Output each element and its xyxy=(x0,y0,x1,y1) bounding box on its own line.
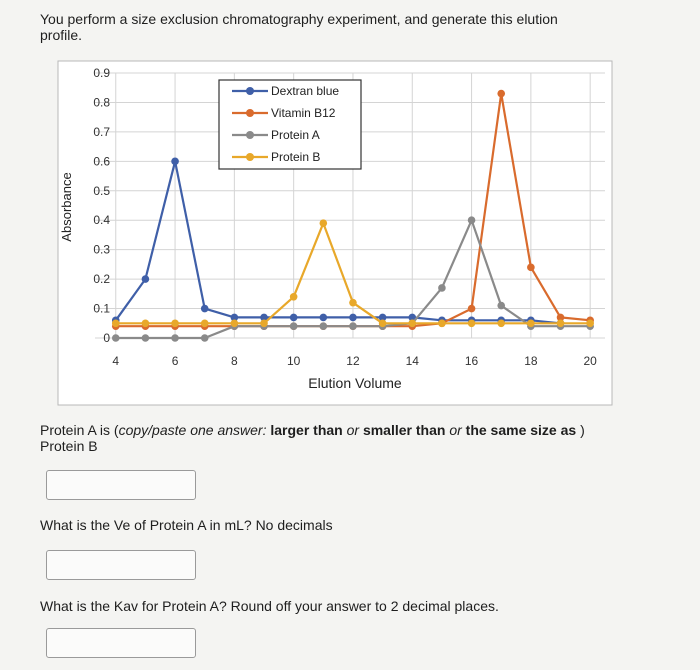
y-tick-label: 0.3 xyxy=(93,242,110,257)
x-tick-label: 6 xyxy=(171,354,179,368)
data-point xyxy=(142,319,150,327)
data-point xyxy=(201,334,209,342)
data-point xyxy=(527,264,535,272)
size-instructions: copy/paste one answer: xyxy=(118,422,267,438)
data-point xyxy=(320,314,328,322)
legend xyxy=(219,80,361,169)
legend-marker xyxy=(246,87,254,95)
data-point xyxy=(438,319,446,327)
size-answer-input[interactable] xyxy=(46,470,196,500)
y-tick-label: 0.5 xyxy=(93,183,110,198)
data-point xyxy=(468,216,476,224)
data-point xyxy=(349,314,357,322)
ve-answer-input[interactable] xyxy=(46,550,196,580)
y-tick-label: 0.6 xyxy=(93,154,110,169)
size-or-1: or xyxy=(346,422,360,438)
data-point xyxy=(171,319,179,327)
data-point xyxy=(557,319,565,327)
x-tick-label: 8 xyxy=(231,354,238,368)
data-point xyxy=(497,90,505,98)
y-tick-label: 0.2 xyxy=(93,272,110,287)
data-point xyxy=(586,319,594,327)
data-point xyxy=(497,302,505,310)
question-size xyxy=(40,422,620,454)
question-ve: What is the Ve of Protein A in mL? No decimals xyxy=(40,517,333,533)
data-point xyxy=(142,334,150,342)
data-point xyxy=(171,334,179,342)
data-point xyxy=(171,158,179,166)
data-point xyxy=(527,319,535,327)
data-point xyxy=(468,305,476,313)
data-point xyxy=(349,322,357,330)
question-intro: You perform a size exclusion chromatography experiment, and generate this elution profile. xyxy=(40,11,558,43)
x-tick-label: 18 xyxy=(524,354,538,368)
size-option-larger: larger than xyxy=(266,422,347,438)
x-tick-label: 16 xyxy=(464,354,479,368)
x-tick-label: 20 xyxy=(583,354,597,368)
legend-label: Dextran blue xyxy=(271,84,340,98)
data-point xyxy=(112,334,120,342)
y-tick-label: 0 xyxy=(103,331,110,345)
size-or-2: or xyxy=(449,422,462,438)
y-tick-label: 0.1 xyxy=(93,301,110,316)
legend-label: Vitamin B12 xyxy=(271,106,336,120)
size-option-same: the same size as xyxy=(461,422,581,438)
legend-marker xyxy=(246,109,254,117)
data-point xyxy=(468,319,476,327)
size-option-smaller: smaller than xyxy=(359,422,450,438)
data-point xyxy=(320,322,328,330)
x-tick-label: 4 xyxy=(112,354,120,368)
data-point xyxy=(408,319,416,327)
legend-marker xyxy=(246,131,254,139)
size-suffix: ) Protein B xyxy=(40,422,585,454)
data-point xyxy=(379,319,387,327)
y-axis-label: Absorbance xyxy=(59,172,74,242)
data-point xyxy=(438,284,446,292)
x-tick-label: 10 xyxy=(286,354,301,368)
data-point xyxy=(231,319,239,327)
data-point xyxy=(290,293,298,301)
x-axis-label: Elution Volume xyxy=(308,375,402,391)
y-tick-label: 0.8 xyxy=(93,95,110,110)
x-tick-label: 14 xyxy=(405,354,419,368)
question-kav: What is the Kav for Protein A? Round off your answer to 2 decimal places. xyxy=(40,598,499,614)
legend-marker xyxy=(246,153,254,161)
data-point xyxy=(112,319,120,327)
kav-answer-input[interactable] xyxy=(46,628,196,658)
data-point xyxy=(349,299,357,307)
data-point xyxy=(260,319,268,327)
y-tick-label: 0.9 xyxy=(93,66,110,80)
y-tick-label: 0.4 xyxy=(93,213,110,228)
size-prefix: Protein A is ( xyxy=(40,422,119,438)
x-tick-label: 12 xyxy=(346,354,360,368)
data-point xyxy=(497,319,505,327)
data-point xyxy=(290,314,298,322)
legend-label: Protein B xyxy=(271,150,321,164)
data-point xyxy=(201,305,209,313)
data-point xyxy=(320,219,328,227)
data-point xyxy=(201,319,209,327)
data-point xyxy=(142,275,150,283)
legend-label: Protein A xyxy=(271,128,320,142)
y-tick-label: 0.7 xyxy=(93,124,110,139)
data-point xyxy=(290,322,298,330)
